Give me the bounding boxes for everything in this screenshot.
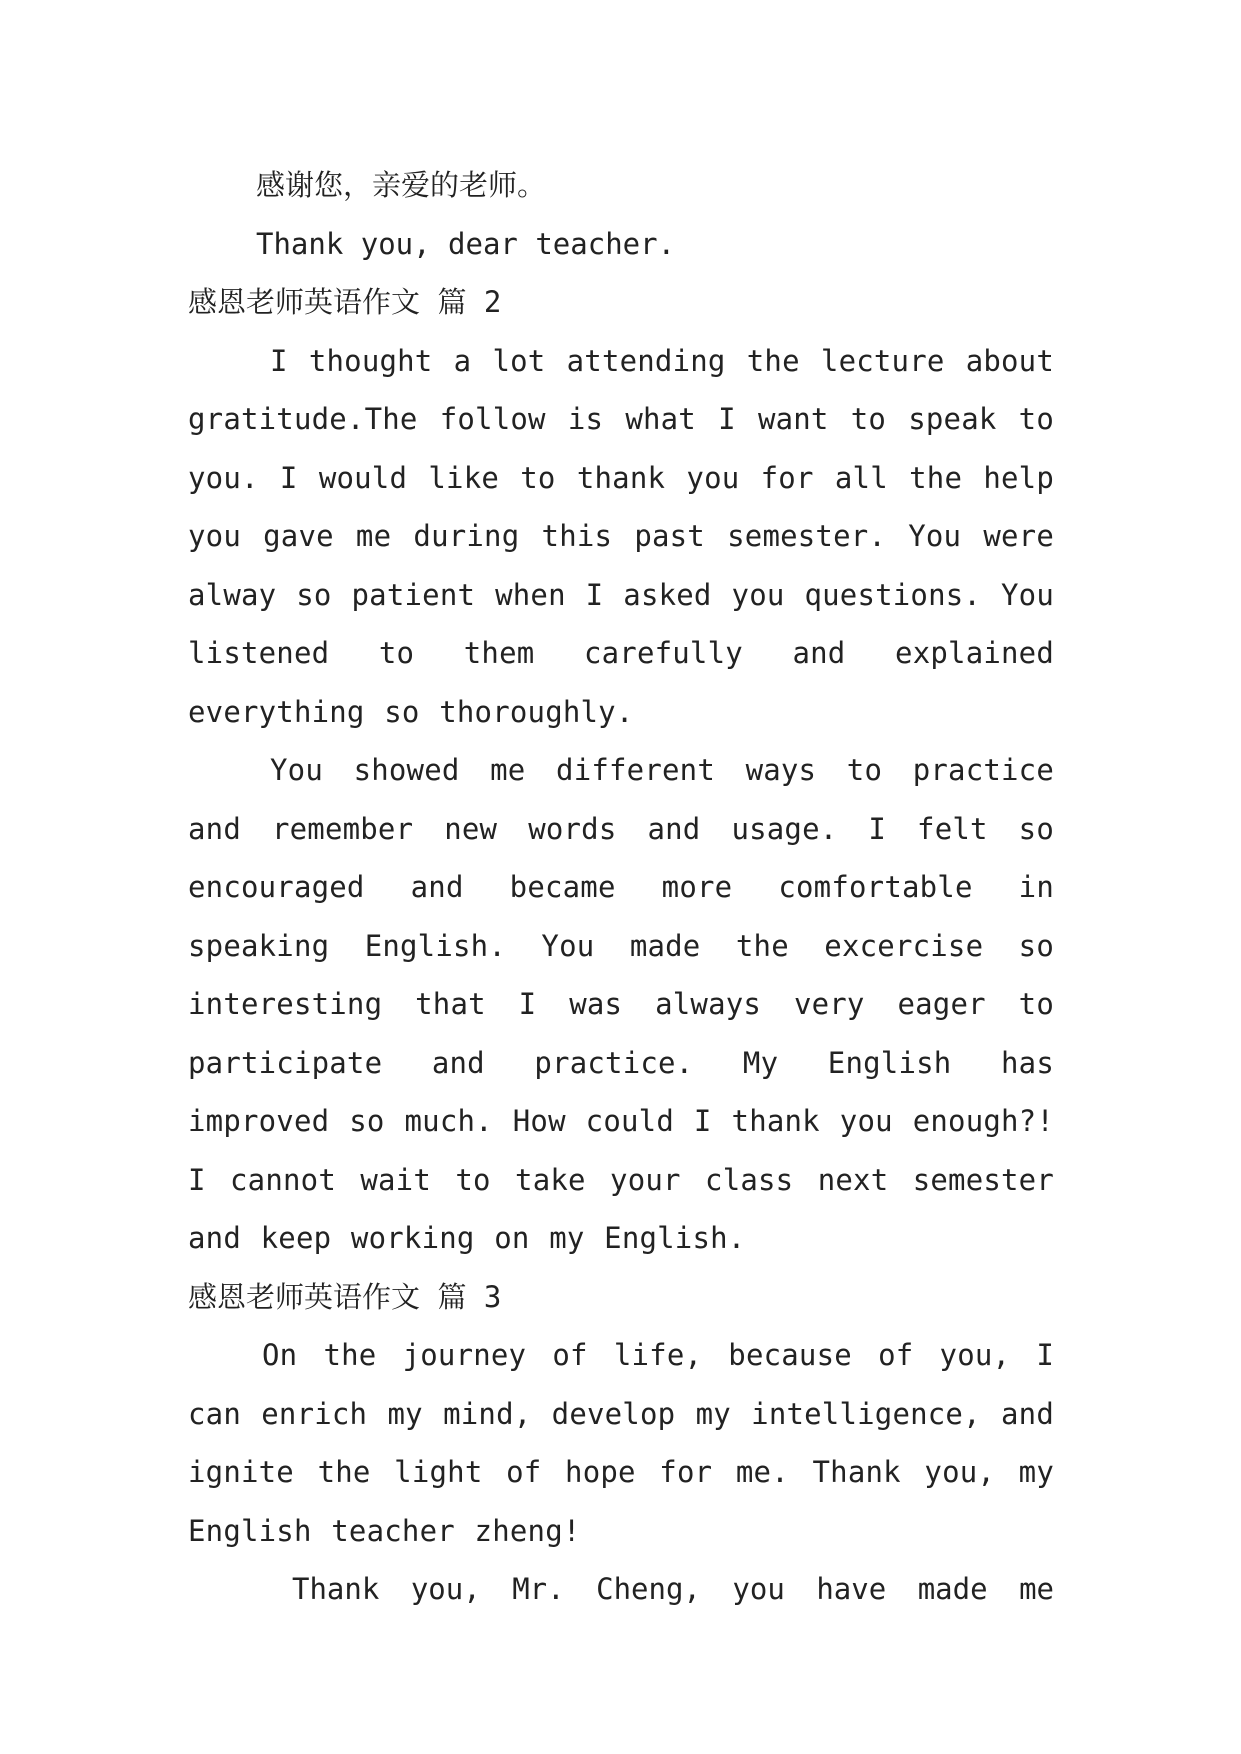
intro-english-line: Thank you, dear teacher.	[256, 226, 676, 261]
section-3-heading: 感恩老师英语作文 篇 3	[188, 1279, 502, 1314]
section-2-paragraph-2-text: You showed me different ways to practice and remember new words and usage. I felt so encouraged and became more comfortable in speaking English. You made the excercise so interesting that I was always very eager to participate and practice. My English has improved so much. How could I thank you enough?! I cannot wait to take your class next semester and keep working on my English.	[188, 753, 1054, 1255]
section-2-heading: 感恩老师英语作文 篇 2	[188, 285, 502, 319]
section-2-paragraph-2	[188, 741, 1054, 1268]
section-3-paragraph-2-fragment: Thank you, Mr. Cheng, you have made me	[292, 1572, 1054, 1606]
section-2-paragraph-1-text: I thought a lot attending the lecture about gratitude.The follow is what I want to speak to you. I would like to thank you for all the help you gave me during this past semester. You were alway so patient when I asked you questions. You listened to them carefully and explained everything so thoroughly.	[188, 343, 1054, 729]
section-3-paragraph-1-text: On the journey of life, because of you, I can enrich my mind, develop my intelligence, and ignite the light of hope for me. Thank you, my English teacher zheng!	[188, 1338, 1054, 1548]
document-page	[188, 156, 1054, 1619]
section-3-paragraph-1	[188, 1326, 1054, 1560]
section-2-paragraph-1	[188, 332, 1054, 742]
intro-chinese-line: 感谢您，亲爱的老师。	[256, 168, 547, 202]
